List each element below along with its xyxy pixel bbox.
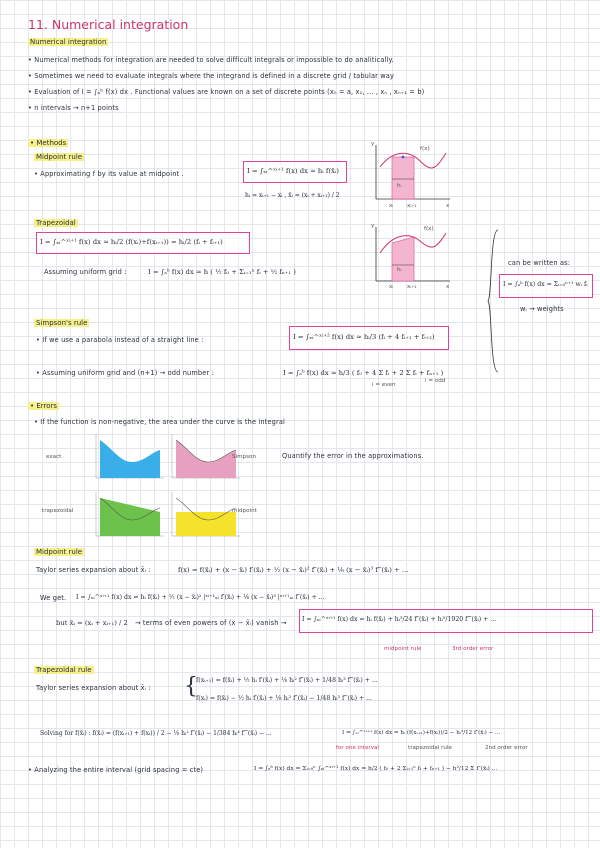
page-title: 11. Numerical integration bbox=[28, 17, 189, 32]
panel-simpson bbox=[172, 434, 240, 478]
graph2-tick-2: xᵢ₊₁ bbox=[407, 284, 417, 290]
panel-label-simpson: Simpson bbox=[232, 454, 256, 460]
panel-label-trapezoidal: trapezoidal bbox=[42, 508, 74, 514]
simpson-title: Simpson's rule bbox=[36, 319, 88, 327]
trap-tag-2: trapezoidal rule bbox=[408, 745, 452, 751]
midpoint-vanish: → terms of even powers of (x − x̄ᵢ) vanish → bbox=[135, 619, 287, 627]
graph2-label: f(x) bbox=[424, 226, 434, 232]
simpson-even-label: i = even bbox=[372, 382, 396, 388]
panel-label-midpoint: midpoint bbox=[232, 508, 257, 514]
trap-line-2: f(xᵢ) = f(x̄ᵢ) − ½ hᵢ f′(x̄ᵢ) + ⅛ hᵢ² f″(x̄ᵢ) − 1/48 hᵢ³ f‴(x̄ᵢ) + ... bbox=[196, 695, 373, 702]
midpoint-we-get: We get. bbox=[40, 594, 67, 602]
trapezoidal-graph bbox=[370, 225, 452, 287]
simpson-uniform-text: • Assuming uniform grid and (n+1) → odd number : bbox=[36, 369, 214, 377]
midpoint-text: • Approximating f by its value at midpoint . bbox=[34, 170, 184, 178]
trap-formula: I = ∫ₓᵢ^ˣⁱ⁺¹ f(x) dx ≈ hᵢ/2 (f(xᵢ)+f(xᵢ₊₁)) = hᵢ/2 (fᵢ + fᵢ₊₁) bbox=[40, 238, 223, 246]
trap-brace: { bbox=[184, 674, 198, 699]
graph1-hi: hᵢ bbox=[397, 183, 402, 189]
side-weights: wᵢ → weights bbox=[520, 305, 564, 313]
graph1-tick-3: x bbox=[446, 203, 450, 209]
graph2-tick-1: xᵢ bbox=[389, 284, 394, 290]
graph1-y: y bbox=[371, 141, 375, 147]
errors-quantify: Quantify the error in the approximations. bbox=[282, 452, 424, 460]
graph2-hi: hᵢ bbox=[397, 267, 402, 273]
midpoint-get-formula: I = ∫ₓᵢ^ˣⁱ⁺¹ f(x) dx = hᵢ f(x̄ᵢ) + ½ (x − x̄ᵢ)² |ˣⁱ⁺¹ₓᵢ f′(x̄ᵢ) + ⅙ (x − x̄ᵢ)³ |ˣⁱ⁺¹ₓᵢ f″(x̄ᵢ) + ... bbox=[76, 594, 325, 601]
simpson-odd-label: i = odd bbox=[425, 378, 446, 384]
simpson-uniform-formula: I = ∫ₐᵇ f(x) dx ≈ h/3 ( f₀ + 4 Σ fᵢ + 2 Σ fᵢ + fₙ₊₁ ) bbox=[283, 369, 444, 377]
graph2-tick-3: x bbox=[446, 284, 450, 290]
intro-line-1: • Numerical methods for integration are needed to solve difficult integrals or impossible to do analitically. bbox=[28, 56, 394, 64]
trap-uniform-label: Assuming uniform grid : bbox=[44, 268, 127, 276]
errors-heading: • Errors bbox=[30, 402, 58, 410]
intro-line-3: • Evaluation of I = ∫ₐᵇ f(x) dx . Functional values are known on a set of discrete points (x₀ = a, x₁, ... , xₙ , xₙ₊₁ = b) bbox=[28, 88, 425, 96]
trap-solving-result: I = ∫ₓᵢ^ˣⁱ⁺¹ f(x) dx = hᵢ (f(xᵢ₊₁)+f(xᵢ))/2 − hᵢ³/12 f″(x̄ᵢ) − ... bbox=[342, 730, 501, 736]
side-caption: can be written as: bbox=[508, 259, 571, 267]
simpson-formula: I = ∫ₓᵢ^ˣⁱ⁺² f(x) dx ≈ hᵢ/3 (fᵢ + 4 fᵢ₊₁ + fᵢ₊₂) bbox=[293, 333, 435, 341]
trapezoidal-title: Trapezoidal bbox=[36, 219, 76, 227]
panel-trapezoidal bbox=[96, 492, 164, 536]
graph1-label: f(x) bbox=[420, 146, 430, 152]
panel-label-exact: exact bbox=[46, 454, 62, 460]
midpoint-result: I = ∫ₓᵢ^ˣⁱ⁺¹ f(x) dx = hᵢ f(x̄ᵢ) + hᵢ³/24 f″(x̄ᵢ) + hᵢ⁵/1920 f⁗(x̄ᵢ) + ... bbox=[302, 616, 497, 623]
panel-exact bbox=[96, 434, 164, 478]
midpoint-taylor: f(x) = f(x̄ᵢ) + (x − x̄ᵢ) f′(x̄ᵢ) + ½ (x − x̄ᵢ)² f″(x̄ᵢ) + ⅙ (x − x̄ᵢ)³ f‴(x̄ᵢ) + ... bbox=[178, 566, 409, 574]
trap-uniform-formula: I = ∫ₐᵇ f(x) dx ≈ h ( ½ f₀ + Σᵢ₌₁ⁿ fᵢ + ½ fₙ₊₁ ) bbox=[148, 268, 296, 276]
midpoint-tag: midpoint rule bbox=[384, 646, 422, 652]
intro-line-4: • n intervals → n+1 points bbox=[28, 104, 119, 112]
error-panels bbox=[92, 432, 242, 540]
trap-taylor-label: Taylor series expansion about x̄ᵢ : bbox=[36, 684, 151, 692]
simpson-text: • If we use a parabola instead of a straight line : bbox=[36, 336, 204, 344]
intro-line-2: • Sometimes we need to evaluate integrals where the integrand is defined in a discrete grid / tabular way bbox=[28, 72, 395, 80]
graph2-y: y bbox=[371, 223, 375, 229]
midpoint-but: but x̄ᵢ = (xᵢ + xᵢ₊₁) / 2 bbox=[56, 619, 128, 627]
panel-midpoint bbox=[172, 492, 240, 536]
midpoint-formula: I = ∫ₓᵢ^ˣⁱ⁺¹ f(x) dx ≈ hᵢ f(x̄ᵢ) bbox=[247, 167, 339, 175]
trap-entire: • Analyzing the entire interval (grid spacing = cte) bbox=[28, 766, 204, 774]
trap-tag-3: 2nd order error bbox=[485, 745, 528, 751]
side-brace bbox=[486, 228, 500, 374]
graph1-tick-2: xᵢ₊₁ bbox=[407, 203, 417, 209]
side-formula: I = ∫ₐᵇ f(x) dx = Σᵢ₌₀ⁿ⁺¹ wᵢ fᵢ bbox=[503, 281, 588, 288]
trap-error-title: Trapezoidal rule bbox=[36, 666, 92, 674]
graph1-tick-1: xᵢ bbox=[389, 203, 394, 209]
trap-line-1: f(xᵢ₊₁) = f(x̄ᵢ) + ½ hᵢ f′(x̄ᵢ) + ⅛ hᵢ² f″(x̄ᵢ) + 1/48 hᵢ³ f‴(x̄ᵢ) + ... bbox=[196, 677, 378, 684]
trap-tag-1: for one interval bbox=[336, 745, 379, 751]
midpoint-graph bbox=[370, 143, 452, 205]
midpoint-taylor-label: Taylor series expansion about x̄ᵢ : bbox=[36, 566, 151, 574]
section-highlight: Numerical integration bbox=[30, 38, 107, 46]
midpoint-title: Midpoint rule bbox=[36, 153, 83, 161]
trap-solving: Solving for f(x̄ᵢ) : f(x̄ᵢ) = (f(xᵢ₊₁) + f(xᵢ)) / 2 − ⅛ hᵢ² f″(x̄ᵢ) − 1/384 hᵢ⁴ f⁗(x̄ᵢ) − ... bbox=[40, 730, 272, 737]
midpoint-error-title: Midpoint rule bbox=[36, 548, 83, 556]
midpoint-sub: hᵢ = xᵢ₊₁ − xᵢ , x̄ᵢ = (xᵢ + xᵢ₊₁) / 2 bbox=[245, 192, 340, 199]
errors-text: • If the function is non-negative, the area under the curve is the integral bbox=[34, 418, 286, 426]
methods-heading: • Methods bbox=[30, 139, 67, 147]
midpoint-error-tag: 3rd order error bbox=[452, 646, 494, 652]
trap-entire-formula: I = ∫ₐᵇ f(x) dx = Σᵢ₌₀ⁿ ∫ₓᵢ^ˣⁱ⁺¹ f(x) dx = h/2 ( f₀ + 2 Σᵢ₌₁ⁿ fᵢ + fₙ₊₁ ) − h²/12 Σ f″(x̄ᵢ) ... bbox=[254, 766, 498, 772]
